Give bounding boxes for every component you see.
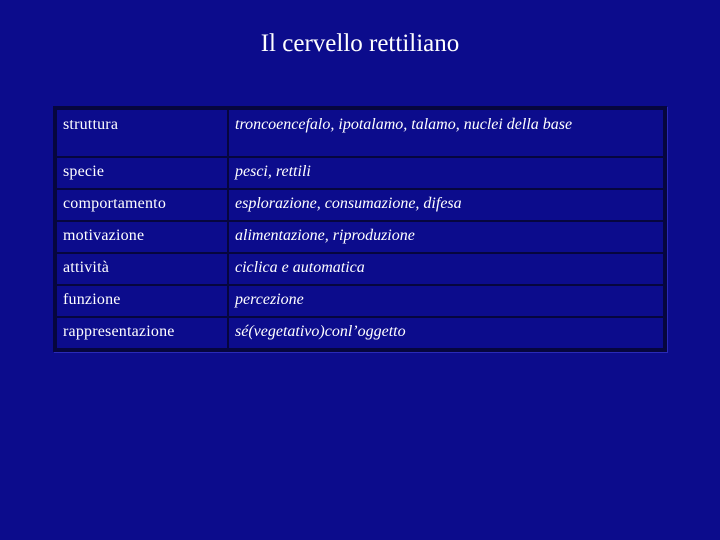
row-value-motivazione: alimentazione, riproduzione bbox=[228, 221, 664, 253]
table-row bbox=[56, 221, 664, 253]
table-row bbox=[56, 109, 664, 157]
row-value-struttura: troncoencefalo, ipotalamo, talamo, nuclei della base bbox=[228, 109, 664, 157]
slide-title: Il cervello rettiliano bbox=[260, 30, 460, 57]
row-label-comportamento: comportamento bbox=[56, 189, 228, 221]
info-table bbox=[55, 108, 665, 350]
row-label-funzione: funzione bbox=[56, 285, 228, 317]
row-label-motivazione: motivazione bbox=[56, 221, 228, 253]
row-value-rappresentazione: sé(vegetativo)conl’oggetto bbox=[228, 317, 664, 349]
row-value-funzione: percezione bbox=[228, 285, 664, 317]
row-label-rappresentazione: rappresentazione bbox=[56, 317, 228, 349]
row-value-comportamento: esplorazione, consumazione, difesa bbox=[228, 189, 664, 221]
row-label-attivita: attività bbox=[56, 253, 228, 285]
table-row bbox=[56, 157, 664, 189]
row-value-specie: pesci, rettili bbox=[228, 157, 664, 189]
row-value-attivita: ciclica e automatica bbox=[228, 253, 664, 285]
table-row bbox=[56, 317, 664, 349]
row-label-specie: specie bbox=[56, 157, 228, 189]
info-table-frame bbox=[53, 106, 667, 352]
table-row bbox=[56, 285, 664, 317]
table-row bbox=[56, 253, 664, 285]
row-label-struttura: struttura bbox=[56, 109, 228, 157]
table-row bbox=[56, 189, 664, 221]
